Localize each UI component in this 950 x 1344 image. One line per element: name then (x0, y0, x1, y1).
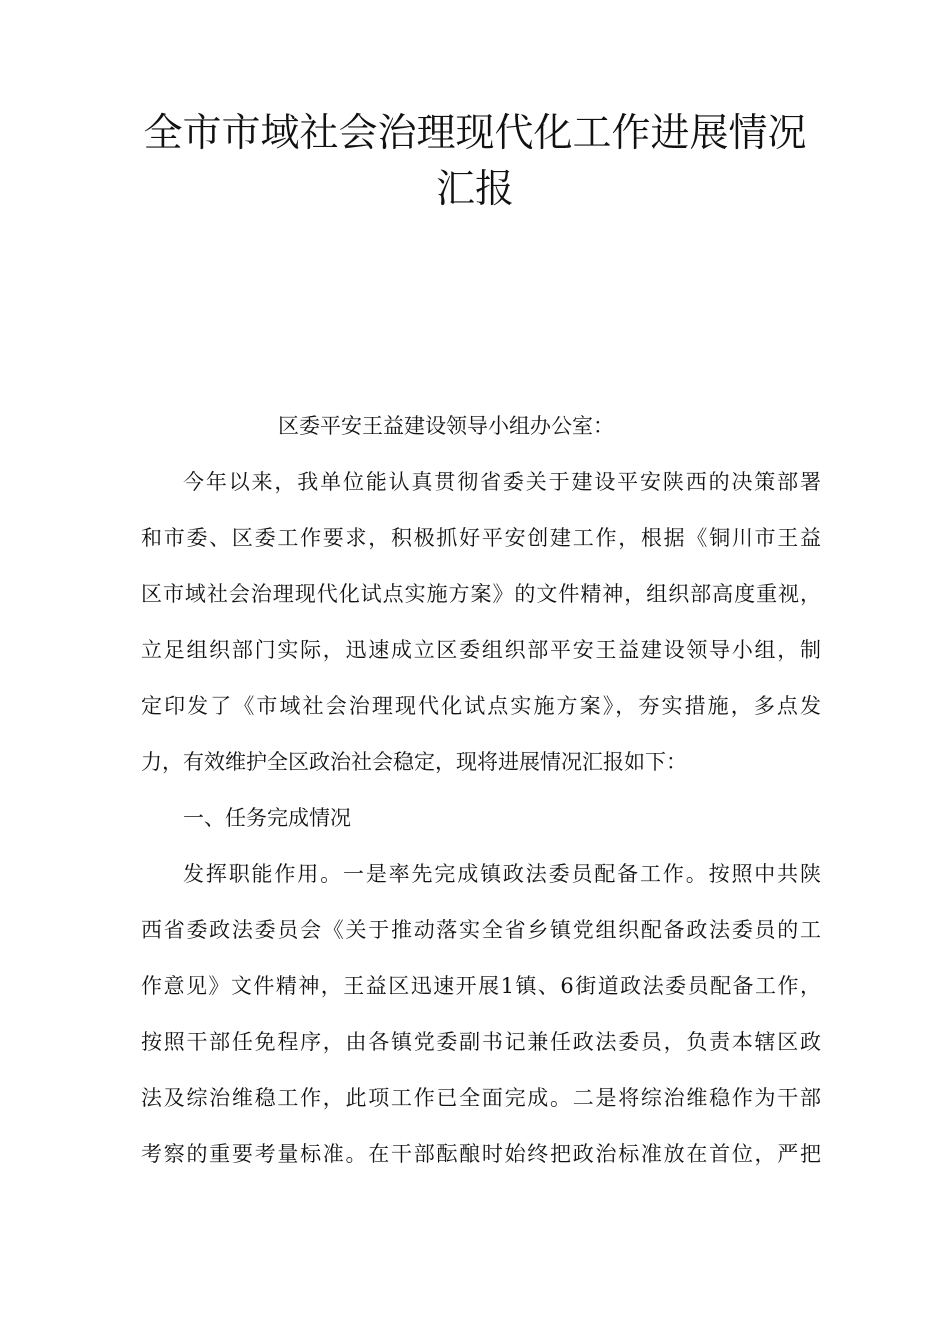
paragraph-line: 和市委、区委工作要求，积极抓好平安创建工作，根据《铜川市王益 (141, 526, 821, 550)
paragraph-2 (141, 846, 821, 1182)
section-heading: 一、任务完成情况 (183, 806, 351, 830)
paragraph-line: 法及综治维稳工作，此项工作已全面完成。二是将综治维稳作为干部 (141, 1086, 821, 1110)
paragraph-line: 西省委政法委员会《关于推动落实全省乡镇党组织配备政法委员的工 (141, 918, 821, 942)
paragraph-line: 力，有效维护全区政治社会稳定，现将进展情况汇报如下： (141, 750, 687, 774)
paragraph-line: 发挥职能作用。一是率先完成镇政法委员配备工作。按照中共陕 (183, 862, 821, 886)
section-1-heading-block (141, 790, 821, 846)
paragraph-line: 定印发了《市域社会治理现代化试点实施方案》，夯实措施，多点发 (141, 694, 821, 718)
paragraph-line: 今年以来，我单位能认真贯彻省委关于建设平安陕西的决策部署 (183, 470, 821, 494)
document-title-line-2: 汇报 (435, 167, 514, 212)
paragraph-line: 区市域社会治理现代化试点实施方案》的文件精神，组织部高度重视， (141, 582, 821, 606)
salutation: 区委平安王益建设领导小组办公室： (278, 414, 614, 438)
paragraph-line: 考察的重要考量标准。在干部酝酿时始终把政治标准放在首位，严把 (141, 1142, 821, 1166)
paragraph-line: 立足组织部门实际，迅速成立区委组织部平安王益建设领导小组，制 (141, 638, 821, 662)
document-title-line-1: 全市市域社会治理现代化工作进展情况 (143, 111, 807, 156)
paragraph-1 (141, 454, 821, 790)
paragraph-line: 作意见》文件精神，王益区迅速开展1镇、6街道政法委员配备工作， (141, 974, 821, 998)
paragraph-line: 按照干部任免程序，由各镇党委副书记兼任政法委员，负责本辖区政 (141, 1030, 821, 1054)
